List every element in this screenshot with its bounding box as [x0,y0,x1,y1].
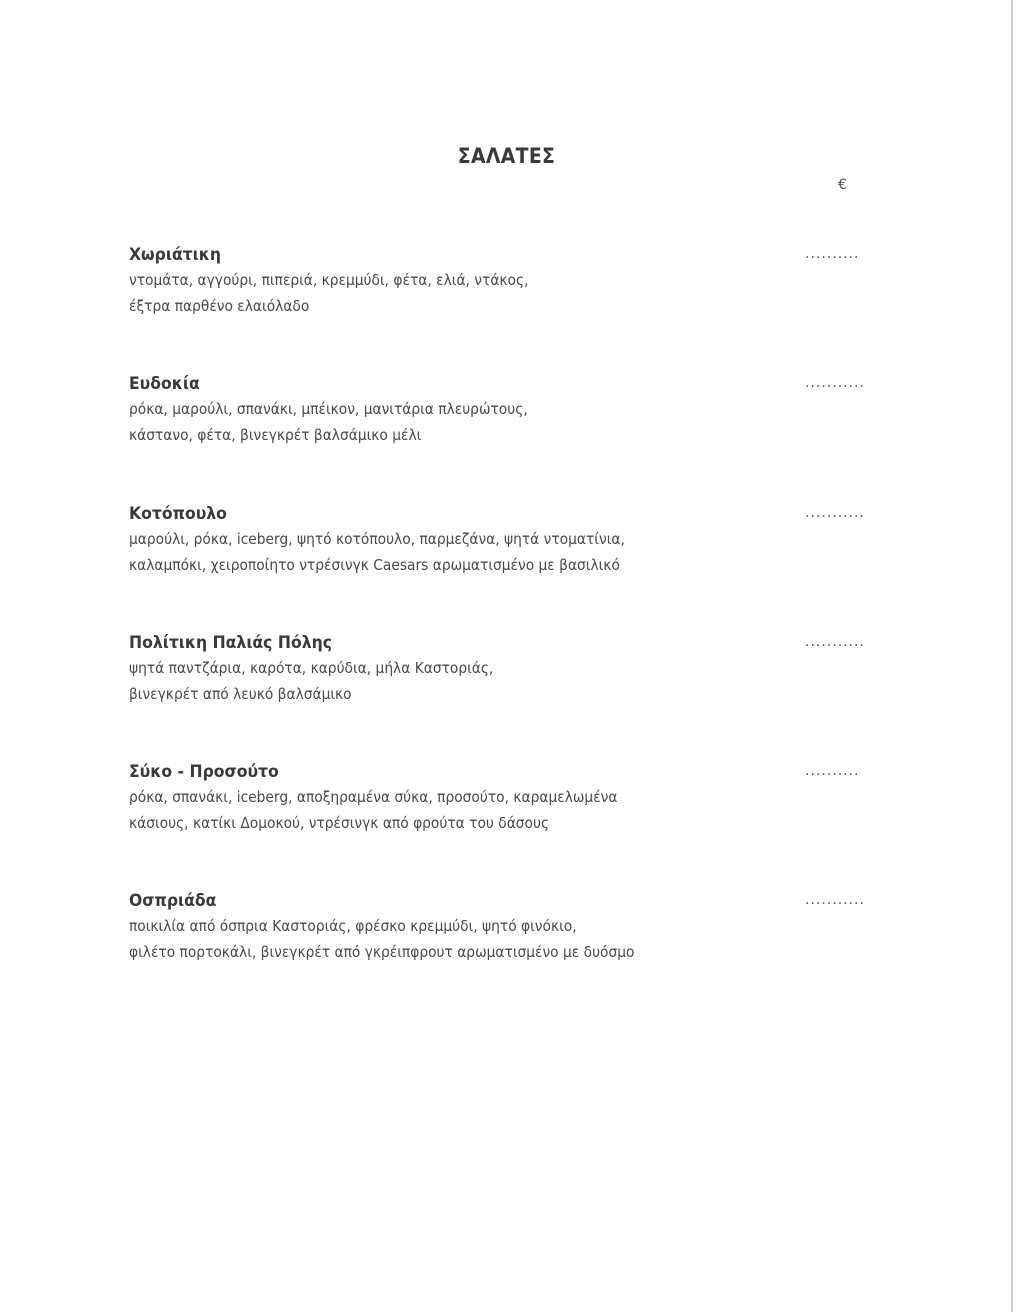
item-price: .......... [805,246,860,262]
item-description-line: ποικιλία από όσπρια Καστοριάς, φρέσκο κρεμμύδι, ψητό φινόκιο, [129,917,577,935]
item-name: Πολίτικη Παλιάς Πόλης [129,633,333,653]
item-description-line: καλαμπόκι, χειροποίητο ντρέσινγκ Caesars αρωματισμένο με βασιλικό [129,556,620,574]
item-description-line: ντομάτα, αγγούρι, πιπεριά, κρεμμύδι, φέτα, ελιά, ντάκος, [129,271,529,289]
currency-label: € [838,177,847,193]
item-price: ........... [805,634,865,650]
menu-item [129,760,889,836]
menu-item [129,631,889,707]
item-name: Σύκο - Προσούτο [129,762,279,782]
item-description-line: ψητά παντζάρια, καρότα, καρύδια, μήλα Καστοριάς, [129,659,494,677]
item-price: ........... [805,375,865,391]
item-description-line: έξτρα παρθένο ελαιόλαδο [129,297,310,315]
item-name: Κοτόπουλο [129,504,227,524]
item-name: Χωριάτικη [129,245,222,265]
item-price: .......... [805,763,860,779]
page-title: ΣΑΛΑΤΕΣ [457,144,556,168]
item-description-line: κάστανο, φέτα, βινεγκρέτ βαλσάμικο μέλι [129,426,422,444]
item-price: ........... [805,505,865,521]
item-name: Ευδοκία [129,374,200,394]
item-description-line: ρόκα, σπανάκι, iceberg, αποξηραμένα σύκα, προσούτο, καραμελωμένα [129,788,618,806]
menu-item [129,372,889,448]
menu-item [129,889,889,965]
item-description-line: κάσιους, κατίκι Δομοκού, ντρέσινγκ από φρούτα του δάσους [129,814,550,832]
item-price: ........... [805,892,865,908]
item-name: Οσπριάδα [129,891,217,911]
item-description-line: φιλέτο πορτοκάλι, βινεγκρέτ από γκρέιπφρουτ αρωματισμένο με δυόσμο [129,943,635,961]
menu-item [129,502,889,578]
item-description-line: μαρούλι, ρόκα, iceberg, ψητό κοτόπουλο, παρμεζάνα, ψητά ντοματίνια, [129,530,625,548]
menu-item [129,243,889,319]
item-description-line: βινεγκρέτ από λευκό βαλσάμικο [129,685,352,703]
item-description-line: ρόκα, μαρούλι, σπανάκι, μπέικον, μανιτάρια πλευρώτους, [129,400,528,418]
